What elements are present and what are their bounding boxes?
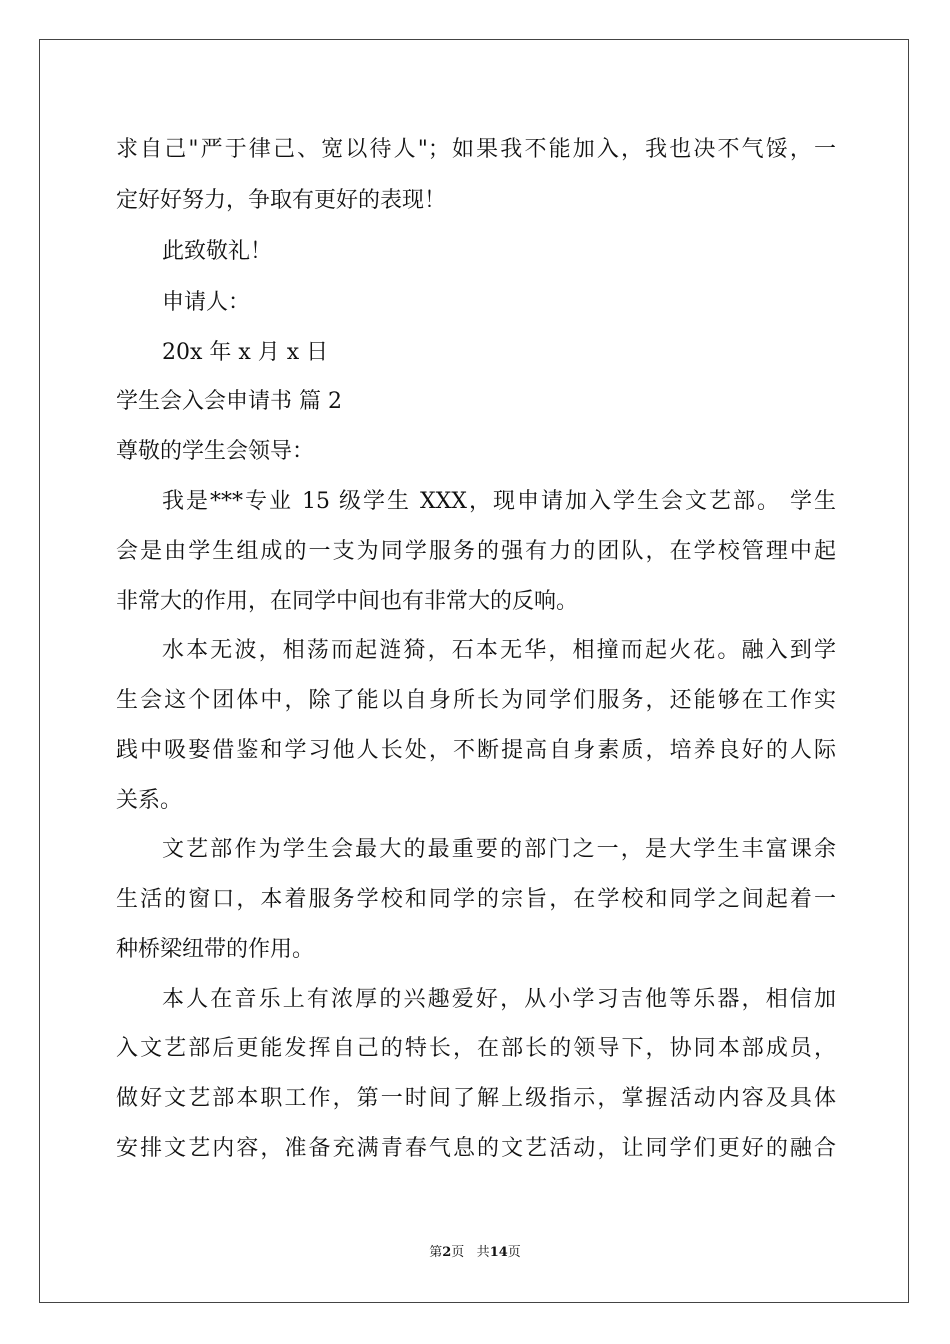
paragraph-4-line-4: 安排文艺内容，准备充满青春气息的文艺活动，让同学们更好的融合 — [116, 1136, 836, 1161]
paragraph-2-line-2: 生会这个团体中，除了能以自身所长为同学们服务，还能够在工作实 — [116, 688, 836, 713]
total-suffix: 页 — [507, 1245, 521, 1260]
paragraph-3-line-1: 文艺部作为学生会最大的最重要的部门之一，是大学生丰富课余 — [162, 837, 836, 862]
page-current: 2 — [442, 1245, 452, 1260]
paragraph-2-line-4: 关系。 — [116, 788, 183, 813]
paragraph-2-line-3: 践中吸娶借鉴和学习他人长处，不断提高自身素质，培养良好的人际 — [116, 738, 836, 763]
body-line-1: 求自己"严于律己、宽以待人"；如果我不能加入，我也决不气馁，一 — [116, 137, 836, 162]
total-prefix: 共 — [476, 1245, 490, 1260]
paragraph-1-line-3: 非常大的作用，在同学中间也有非常大的反响。 — [116, 589, 579, 614]
paragraph-3-line-2: 生活的窗口，本着服务学校和同学的宗旨，在学校和同学之间起着一 — [116, 887, 836, 912]
closing-salutation: 此致敬礼！ — [162, 239, 273, 264]
paragraph-4-line-1: 本人在音乐上有浓厚的兴趣爱好，从小学习吉他等乐器，相信加 — [162, 987, 836, 1012]
page-prefix: 第 — [429, 1245, 443, 1260]
paragraph-4-line-2: 入文艺部后更能发挥自己的特长，在部长的领导下，协同本部成员， — [116, 1036, 836, 1061]
paragraph-3-line-3: 种桥梁纽带的作用。 — [116, 937, 315, 962]
page-footer — [0, 1245, 950, 1261]
section-heading: 学生会入会申请书 篇 2 — [116, 389, 342, 414]
body-line-2: 定好好努力，争取有更好的表现！ — [116, 188, 447, 213]
page-border — [39, 39, 909, 1303]
page-suffix: 页 — [451, 1245, 465, 1260]
date-line: 20x 年 x 月 x 日 — [162, 340, 329, 365]
paragraph-4-line-3: 做好文艺部本职工作，第一时间了解上级指示，掌握活动内容及具体 — [116, 1086, 836, 1111]
greeting: 尊敬的学生会领导： — [116, 439, 315, 464]
paragraph-2-line-1: 水本无波，相荡而起涟猗，石本无华，相撞而起火花。融入到学 — [162, 638, 836, 663]
paragraph-1-line-1: 我是***专业 15 级学生 XXX，现申请加入学生会文艺部。 学生 — [162, 489, 836, 514]
paragraph-1-line-2: 会是由学生组成的一支为同学服务的强有力的团队，在学校管理中起 — [116, 539, 836, 564]
applicant-label: 申请人： — [162, 290, 251, 315]
page-total: 14 — [489, 1245, 508, 1260]
